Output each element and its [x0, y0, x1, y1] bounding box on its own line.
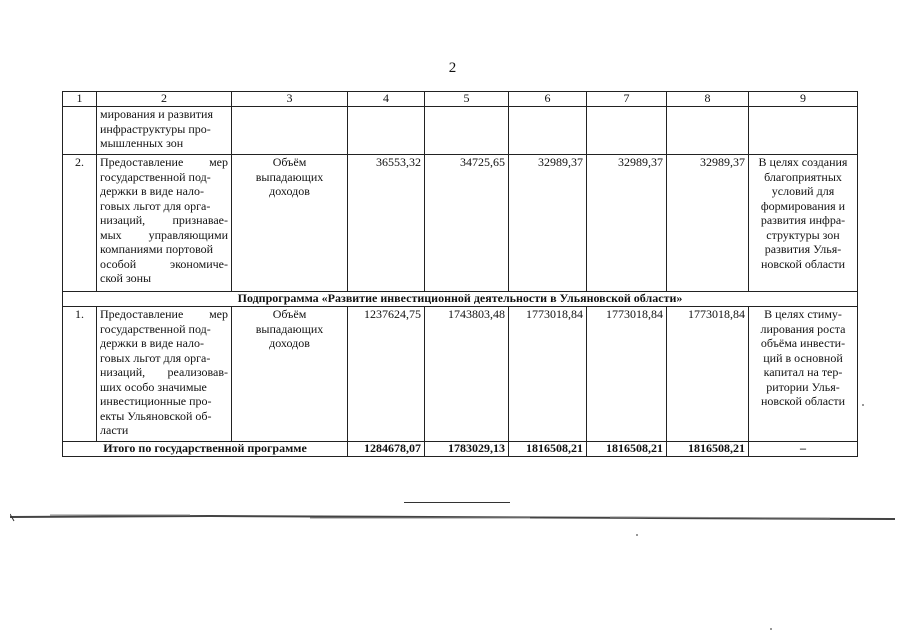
scan-speck — [770, 628, 772, 630]
value-col-6: 32989,37 — [509, 155, 587, 292]
measure-description: Предоставление мер государственной под- держки в виде нало- говых льгот для орга- низаций, реализовав- ших особо значимые инвестиционные про- екты Ульяновской об- ласти — [97, 307, 232, 442]
header-cell-9: 9 — [749, 92, 858, 107]
scan-speck — [636, 534, 638, 536]
total-col-9: – — [749, 442, 858, 457]
header-cell-2: 2 — [97, 92, 232, 107]
row-number: 1. — [63, 307, 97, 442]
header-cell-4: 4 — [348, 92, 425, 107]
total-col-4: 1284678,07 — [348, 442, 425, 457]
value-col-8: 32989,37 — [667, 155, 749, 292]
value-col-4: 36553,32 — [348, 155, 425, 292]
measure-description: Предоставление мер государственной под- держки в виде нало- говых льгот для орга- низаций, признавае- мых управляющими компаниями портовой особой экономиче- ской зоны — [97, 155, 232, 292]
row-number: 2. — [63, 155, 97, 292]
header-cell-5: 5 — [425, 92, 509, 107]
page-number: 2 — [448, 60, 457, 76]
table-row — [63, 155, 858, 292]
value-col-7: 32989,37 — [587, 155, 667, 292]
continuation-description: мирования и развития инфраструктуры про- мышленных зон — [97, 107, 232, 155]
total-row — [63, 442, 858, 457]
total-col-5: 1783029,13 — [425, 442, 509, 457]
value-col-7: 1773018,84 — [587, 307, 667, 442]
header-cell-6: 6 — [509, 92, 587, 107]
table-row — [63, 307, 858, 442]
header-cell-3: 3 — [232, 92, 348, 107]
value-col-4: 1237624,75 — [348, 307, 425, 442]
total-col-6: 1816508,21 — [509, 442, 587, 457]
header-cell-1: 1 — [63, 92, 97, 107]
scan-speck — [862, 404, 864, 406]
subprogram-row — [63, 292, 858, 307]
indicator-cell: Объём выпадающих доходов — [232, 307, 348, 442]
end-separator-line — [404, 502, 510, 503]
value-col-5: 34725,65 — [425, 155, 509, 292]
header-cell-7: 7 — [587, 92, 667, 107]
subprogram-title: Подпрограмма «Развитие инвестиционной деятельности в Ульяновской области» — [63, 292, 858, 307]
total-col-8: 1816508,21 — [667, 442, 749, 457]
value-col-5: 1743803,48 — [425, 307, 509, 442]
total-label: Итого по государственной программе — [63, 442, 348, 457]
value-col-8: 1773018,84 — [667, 307, 749, 442]
purpose-cell: В целях стиму- лирования роста объёма инвести- ций в основной капитал на тер- ритории Улья- новской области — [749, 307, 858, 442]
indicator-cell: Объём выпадающих доходов — [232, 155, 348, 292]
value-col-6: 1773018,84 — [509, 307, 587, 442]
continuation-row — [63, 107, 858, 155]
header-row — [63, 92, 858, 107]
total-col-7: 1816508,21 — [587, 442, 667, 457]
budget-table — [62, 91, 858, 457]
purpose-cell: В целях создания благоприятных условий для формирования и развития инфра- структуры зон развития Улья- новской области — [749, 155, 858, 292]
header-cell-8: 8 — [667, 92, 749, 107]
scan-artifact-line — [10, 512, 895, 524]
